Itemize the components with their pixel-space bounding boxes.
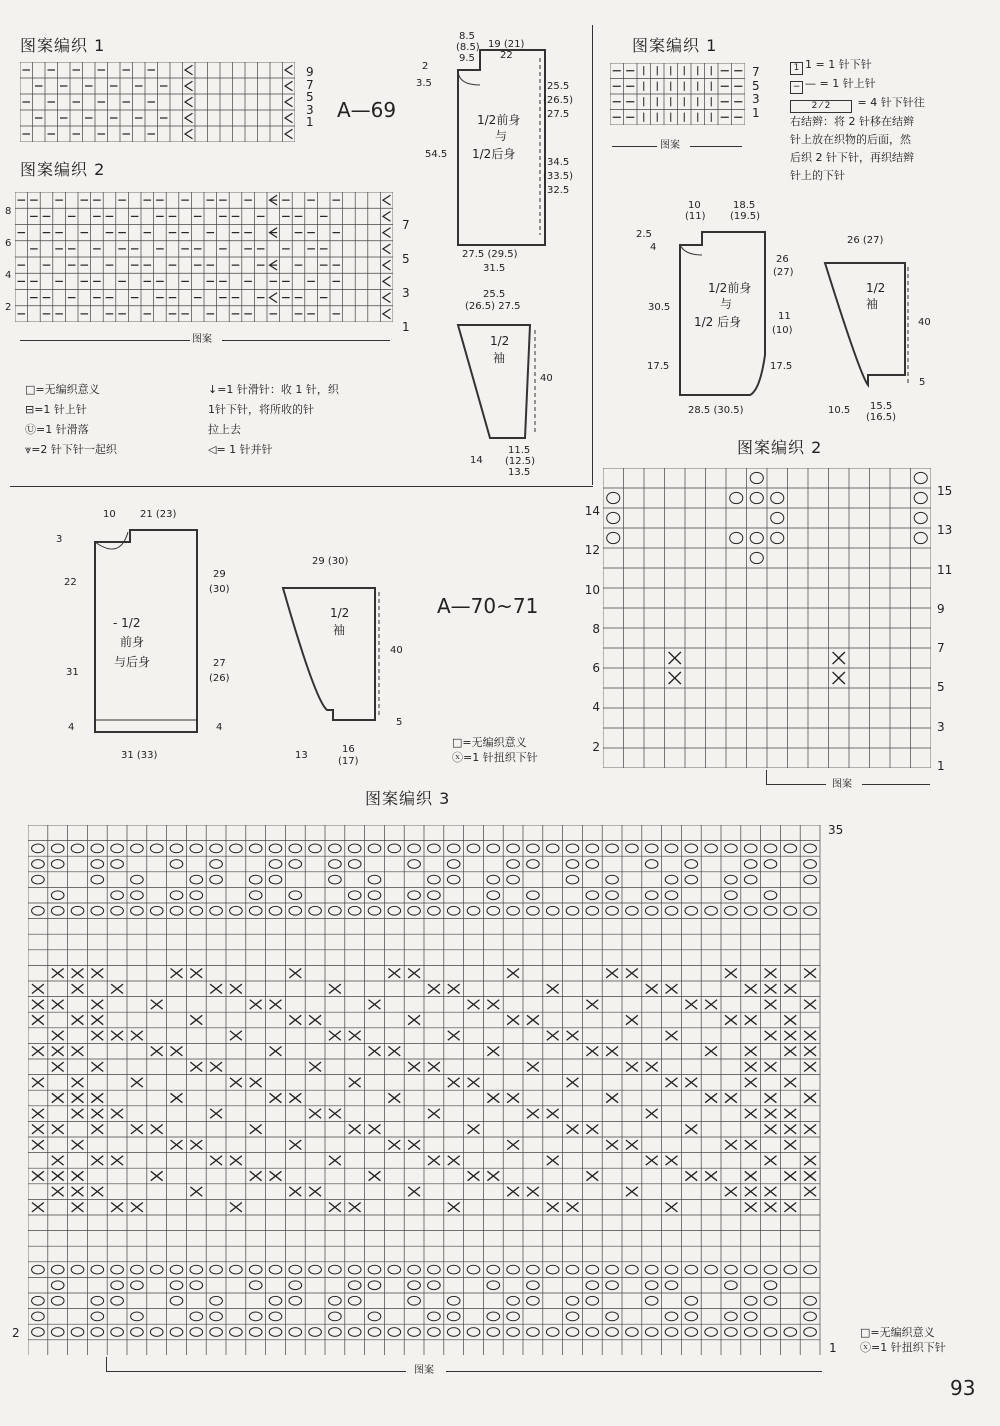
chart3-grid <box>28 825 823 1355</box>
a69-sleeve-dim: 14 <box>470 455 483 466</box>
a7071-body-dim: 22 <box>64 577 77 588</box>
chart3-title: 图案编织 3 <box>365 789 451 808</box>
right-body-dim: 4 <box>650 242 657 253</box>
a69-body-dim: 3.5 <box>416 78 432 89</box>
a69-sleeve-dim: 40 <box>540 373 553 384</box>
right-body-label: 1/2 后身 <box>694 315 742 329</box>
a7071-body-dim: 10 <box>103 509 116 520</box>
a69-body-dim: 27.5 <box>547 109 570 120</box>
a7071-body-dim: 21 (23) <box>140 509 177 520</box>
right-sleeve-dim: 10.5 <box>828 405 851 416</box>
a69-legend-right: ↓=1 针滑针：收 1 针，织 1针下针，将所收的针 拉上去 ◁= 1 针并针 <box>208 383 339 456</box>
a69-body-dim: 54.5 <box>425 149 448 160</box>
chart3-right-row-label: 1 <box>829 1341 837 1355</box>
right-chart1-title: 图案编织 1 <box>632 36 718 55</box>
a69-code: A—69 <box>337 98 397 122</box>
a7071-legend: □=无编织意义 ⓧ=1 针扭织下针 <box>452 736 538 764</box>
a69-sleeve-label: 袖 <box>493 351 506 365</box>
right-chart2-right-labels: 15 13 11 9 7 5 3 1 <box>937 484 953 774</box>
purl-symbol-icon: − <box>790 81 803 94</box>
a69-sleeve-label: 1/2 <box>490 334 510 348</box>
right-body-dim: (11) <box>685 211 706 222</box>
right-body-dim: 26 <box>776 254 789 265</box>
a69-sleeve-dim: (26.5) 27.5 <box>465 301 521 312</box>
a7071-body-dim: 29 <box>213 569 226 580</box>
a7071-sleeve-shape <box>275 580 395 730</box>
a69-body-dim: (8.5) <box>456 42 480 53</box>
right-chart1-row-labels: 7 5 3 1 <box>752 65 760 120</box>
a7071-sleeve-label: 1/2 <box>330 606 350 620</box>
a69-chart1-title: 图案编织 1 <box>20 36 106 55</box>
a7071-body-dim: (26) <box>209 673 230 684</box>
a69-body-dim: 8.5 <box>459 31 475 42</box>
a7071-body-dim: 27 <box>213 658 226 669</box>
a69-chart1-grid <box>20 62 295 142</box>
a69-sleeve-dim: (12.5) <box>505 456 536 467</box>
right-sleeve-dim: 5 <box>919 377 926 388</box>
right-body-dim: 18.5 <box>733 200 756 211</box>
a7071-body-label: 前身 <box>120 635 145 649</box>
a69-chart2-right-labels: 7 5 3 1 <box>402 218 410 334</box>
a69-sleeve-dim: 25.5 <box>483 289 506 300</box>
section-divider-vertical <box>592 25 593 485</box>
page-number: 93 <box>950 1376 976 1400</box>
a69-body-dim: 22 <box>500 50 513 61</box>
right-body-dim: 17.5 <box>770 361 793 372</box>
knit-symbol-icon: 1 <box>790 62 803 75</box>
a7071-sleeve-dim: 5 <box>396 717 403 728</box>
a7071-sleeve-dim: 13 <box>295 750 308 761</box>
right-body-dim: 10 <box>688 200 701 211</box>
right-body-label: 与 <box>720 297 733 311</box>
right-body-dim: 28.5 (30.5) <box>688 405 744 416</box>
a69-chart2-grid <box>15 192 393 322</box>
a69-chart1-row-labels: 9 7 5 3 1 <box>306 65 314 129</box>
right-legend: 1 1 = 1 针下针 − — = 1 针上针 2 ⁄ 2 = 4 针下针往 右结辫：将 2 针移在结辫 针上放在织物的后面，然 后织 2 针下针，再织结辫 针上的下针 <box>790 58 925 182</box>
right-sleeve-dim: 40 <box>918 317 931 328</box>
a7071-body-shape <box>80 520 223 740</box>
right-body-dim: (10) <box>772 325 793 336</box>
a69-chart2-footer-line <box>20 340 190 341</box>
right-chart1-grid <box>610 63 745 125</box>
a7071-body-dim: 4 <box>216 722 223 733</box>
right-chart2-footer: 图案 <box>832 779 852 790</box>
a69-sleeve-dim: 13.5 <box>508 467 531 478</box>
chart3-top-row-label: 35 <box>828 823 844 837</box>
cable-symbol-icon: 2 ⁄ 2 <box>790 100 852 113</box>
a69-body-dim: 25.5 <box>547 81 570 92</box>
a69-body-label: 1/2后身 <box>472 147 516 161</box>
a69-body-dim: (33.5) <box>543 171 574 182</box>
chart3-left-row-label: 2 <box>12 1326 20 1340</box>
right-chart2-grid <box>603 468 931 768</box>
chart3-legend: □=无编织意义 ⓧ=1 针扭织下针 <box>860 1326 946 1354</box>
a7071-body-label: - 1/2 <box>113 616 141 630</box>
right-body-dim: 17.5 <box>647 361 670 372</box>
a7071-sleeve-label: 袖 <box>333 623 346 637</box>
a69-chart2-footer: 图案 <box>192 334 212 345</box>
right-chart2-left-labels: 14 12 10 8 6 4 2 <box>584 504 600 754</box>
a69-body-dim: 19 (21) <box>488 39 525 50</box>
a69-body-dim: 34.5 <box>547 157 570 168</box>
a7071-code: A—70~71 <box>437 594 539 618</box>
right-body-label: 1/2前身 <box>708 281 752 295</box>
a69-body-dim: 31.5 <box>483 263 506 274</box>
a69-chart2-title: 图案编织 2 <box>20 160 106 179</box>
a69-body-dim: (26.5) <box>543 95 574 106</box>
chart3-footer: 图案 <box>414 1365 434 1376</box>
a69-body-dim: 2 <box>422 61 429 72</box>
a69-chart2-left-labels: 8 6 4 2 <box>5 206 12 313</box>
a7071-sleeve-dim: 16 <box>342 744 355 755</box>
right-body-dim: (19.5) <box>730 211 761 222</box>
right-sleeve-shape <box>820 255 920 395</box>
a7071-body-dim: 31 (33) <box>121 750 158 761</box>
right-body-dim: 2.5 <box>636 229 652 240</box>
right-sleeve-dim: (16.5) <box>866 412 897 423</box>
a7071-sleeve-dim: 29 (30) <box>312 556 349 567</box>
a69-body-dim: 9.5 <box>459 53 475 64</box>
right-body-dim: 11 <box>778 311 791 322</box>
a7071-body-label: 与后身 <box>114 655 151 669</box>
a7071-sleeve-dim: 40 <box>390 645 403 656</box>
right-body-dim: (27) <box>773 267 794 278</box>
a7071-body-dim: 4 <box>68 722 75 733</box>
a7071-body-dim: 31 <box>66 667 79 678</box>
right-sleeve-label: 1/2 <box>866 281 886 295</box>
a7071-body-dim: 3 <box>56 534 63 545</box>
a69-body-dim: 32.5 <box>547 185 570 196</box>
a69-body-dim: 27.5 (29.5) <box>462 249 518 260</box>
a69-body-label: 与 <box>495 129 508 143</box>
a69-body-label: 1/2前身 <box>477 113 521 127</box>
right-sleeve-dim: 26 (27) <box>847 235 884 246</box>
right-sleeve-label: 袖 <box>866 297 879 311</box>
right-body-dim: 30.5 <box>648 302 671 313</box>
right-chart2-title: 图案编织 2 <box>737 438 823 457</box>
a7071-body-dim: (30) <box>209 584 230 595</box>
section-divider-horizontal <box>10 486 593 487</box>
right-chart1-footer: 图案 <box>660 140 680 151</box>
a69-legend-left: □=无编织意义 ⊟=1 针上针 Ⓤ=1 针滑落 ⩔=2 针下针一起织 <box>25 383 117 456</box>
a69-sleeve-dim: 11.5 <box>508 445 531 456</box>
right-sleeve-dim: 15.5 <box>870 401 893 412</box>
a7071-sleeve-dim: (17) <box>338 756 359 767</box>
